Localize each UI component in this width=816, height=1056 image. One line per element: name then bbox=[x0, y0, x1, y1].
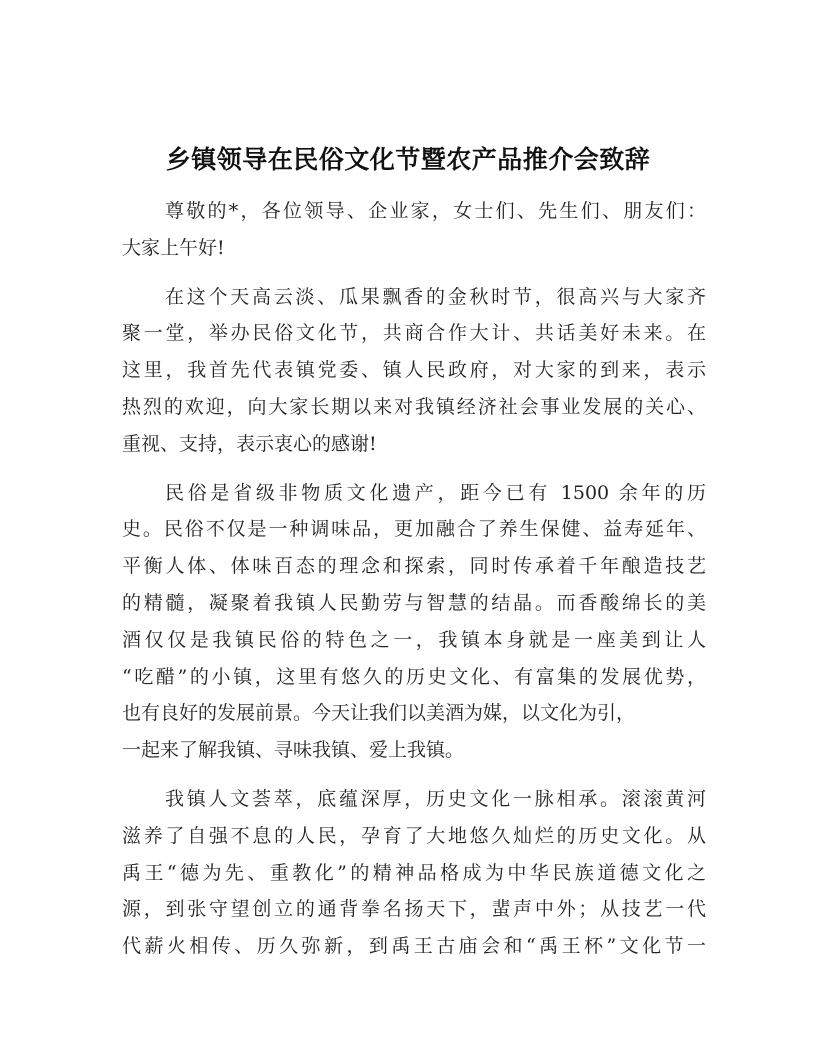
text-line: 一起来了解我镇、寻味我镇、爱上我镇。 bbox=[122, 739, 465, 762]
text-line: 史。民俗不仅是一种调味品，更加融合了养生保健、益寿延年、 bbox=[122, 518, 706, 541]
text-line: “吃醋”的小镇，这里有悠久的历史文化、有富集的发展优势， bbox=[122, 665, 706, 688]
document-title: 乡镇领导在民俗文化节暨农产品推介会致辞 bbox=[165, 145, 651, 174]
text-line: 禹王“德为先、重教化”的精神品格成为中华民族道德文化之 bbox=[122, 861, 706, 884]
text-line: 民俗是省级非物质文化遗产，距今已有 1500 余年的历 bbox=[165, 481, 706, 504]
text-line: 代薪火相传、历久弥新，到禹王古庙会和“禹王杯”文化节一 bbox=[122, 935, 706, 958]
text-line: 重视、支持，表示衷心的感谢! bbox=[122, 432, 377, 455]
paragraph bbox=[122, 193, 706, 267]
text-line: 也有良好的发展前景。今天让我们以美酒为媒，以文化为引， bbox=[122, 702, 636, 725]
text-line: 大家上午好! bbox=[122, 236, 225, 259]
text-line: 我镇人文荟萃，底蕴深厚，历史文化一脉相承。滚滚黄河 bbox=[165, 787, 706, 810]
text-line: 这里，我首先代表镇党委、镇人民政府，对大家的到来，表示 bbox=[122, 359, 706, 382]
document-body bbox=[122, 193, 706, 977]
text-line: 热烈的欢迎，向大家长期以来对我镇经济社会事业发展的关心、 bbox=[122, 395, 706, 418]
paragraph bbox=[122, 279, 706, 463]
text-line: 滋养了自强不息的人民，孕育了大地悠久灿烂的历史文化。从 bbox=[122, 824, 706, 847]
text-line: 在这个天高云淡、瓜果飘香的金秋时节，很高兴与大家齐 bbox=[165, 285, 706, 308]
text-line: 酒仅仅是我镇民俗的特色之一，我镇本身就是一座美到让人 bbox=[122, 628, 706, 651]
text-line: 的精髓，凝聚着我镇人民勤劳与智慧的结晶。而香酸绵长的美 bbox=[122, 591, 706, 614]
text-line: 平衡人体、体味百态的理念和探索，同时传承着千年酿造技艺 bbox=[122, 555, 706, 578]
text-line: 聚一堂，举办民俗文化节，共商合作大计、共话美好未来。在 bbox=[122, 322, 706, 345]
paragraph bbox=[122, 475, 706, 769]
paragraph bbox=[122, 781, 706, 965]
text-line: 源，到张守望创立的通背拳名扬天下，蜚声中外；从技艺一代 bbox=[122, 898, 706, 921]
text-line: 尊敬的*，各位领导、企业家，女士们、先生们、朋友们： bbox=[165, 200, 706, 222]
